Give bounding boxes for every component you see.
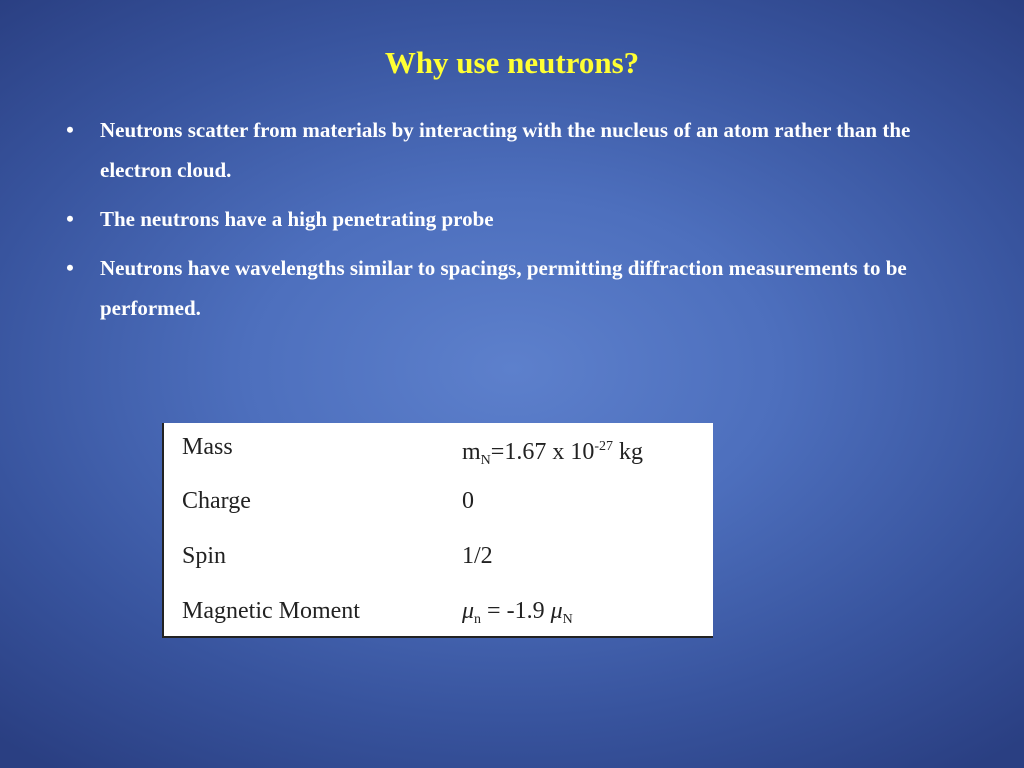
value-subscript: N: [562, 612, 573, 627]
bullet-icon: •: [66, 117, 74, 142]
table-row-spin: [164, 536, 713, 576]
value-superscript: -27: [594, 439, 614, 454]
bullet-item: [60, 199, 980, 239]
value-part: kg: [613, 439, 644, 465]
bullet-icon: •: [66, 206, 74, 231]
property-value: [462, 427, 643, 481]
property-value: [462, 591, 573, 640]
bullet-item: [60, 248, 980, 328]
mu-symbol: μ: [462, 598, 475, 624]
table-row-mass: [164, 427, 713, 467]
property-value: [462, 536, 493, 576]
bullet-text: The neutrons have a high penetrating probe: [100, 207, 494, 231]
bullet-icon: •: [66, 255, 74, 280]
value-subscript: N: [480, 453, 491, 468]
table-row-charge: [164, 481, 713, 521]
bullet-text: Neutrons have wavelengths similar to spacings, permitting diffraction measurements to be performed.: [100, 256, 907, 320]
property-name: Magnetic Moment: [182, 598, 360, 624]
value-part: = -1.9: [481, 598, 551, 624]
bullet-text: Neutrons scatter from materials by interacting with the nucleus of an atom rather than the electron cloud.: [100, 118, 911, 182]
property-name: Mass: [182, 434, 233, 460]
value-part: 0: [462, 488, 474, 514]
value-part: 1/2: [462, 543, 493, 569]
bullet-item: [60, 110, 980, 190]
slide-title: Why use neutrons?: [384, 45, 640, 80]
neutron-properties-table: [162, 423, 713, 638]
property-value: [462, 481, 474, 521]
table-row-magnetic-moment: [164, 591, 713, 631]
mu-symbol: μ: [550, 598, 563, 624]
value-part: m: [462, 439, 481, 465]
value-part: =1.67 x 10: [490, 439, 595, 465]
property-name: Spin: [182, 543, 227, 569]
property-name: Charge: [182, 488, 251, 514]
value-subscript: n: [474, 612, 482, 627]
bullet-list: [60, 110, 980, 337]
